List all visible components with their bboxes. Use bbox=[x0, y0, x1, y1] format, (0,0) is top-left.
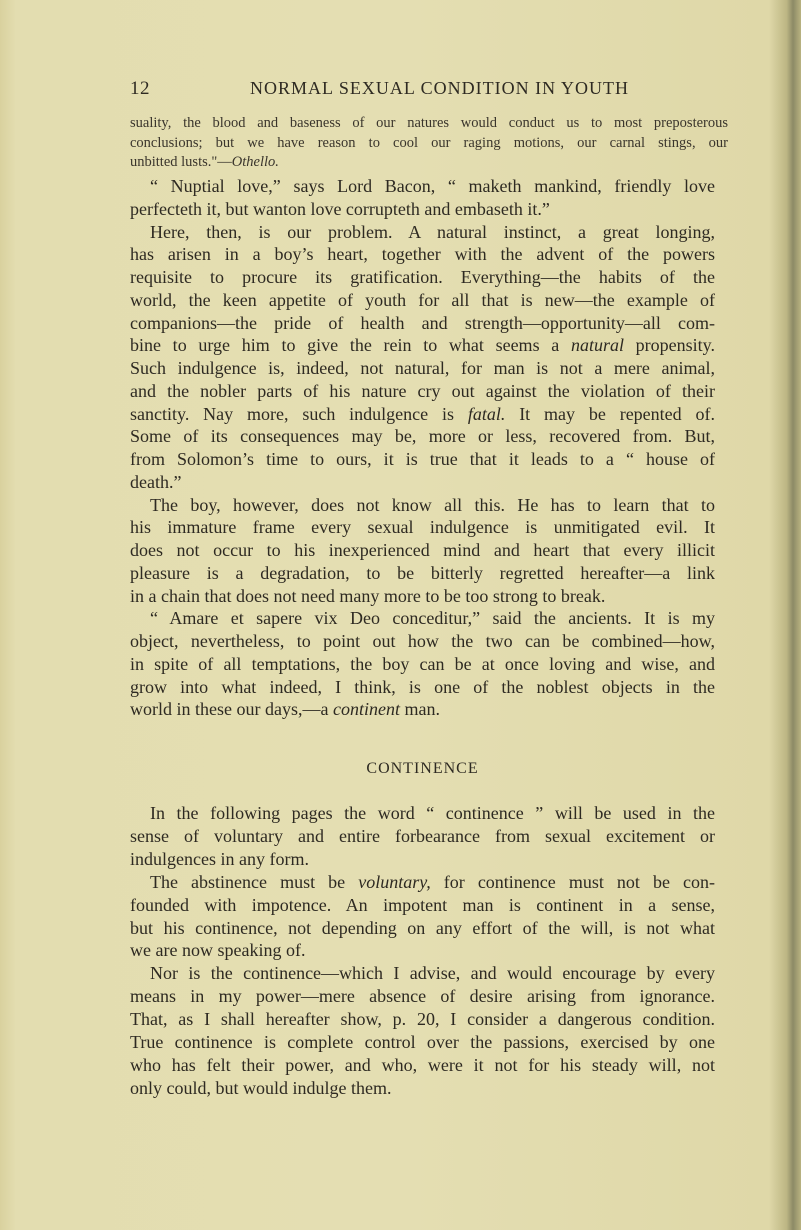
text-line bbox=[130, 871, 715, 894]
text-line bbox=[130, 494, 715, 517]
line-text: object, nevertheless, to point out how the two can be combined—how, bbox=[130, 631, 715, 651]
section-heading: CONTINENCE bbox=[366, 760, 479, 777]
line-text: and the nobler parts of his nature cry out against the violation of their bbox=[130, 380, 715, 401]
line-text: “ Amare et sapere vix Deo conceditur,” said the ancients. It is my bbox=[150, 608, 715, 629]
running-head bbox=[130, 78, 715, 102]
text-line bbox=[130, 698, 715, 721]
line-text: world, the keen appetite of youth for all that is new—the example of bbox=[130, 289, 715, 310]
line-text: Here, then, is our problem. A natural instinct, a great longing, bbox=[150, 221, 715, 242]
line-text: That, as I shall hereafter show, p. 20, I consider a dangerous condition. bbox=[130, 1009, 715, 1030]
line-text: companions—the pride of health and strength—opportunity—all com- bbox=[130, 312, 715, 333]
line-text: sense of voluntary and entire forbearance from sexual excitement or bbox=[130, 825, 715, 846]
line-text: who has felt their power, and who, were it not for his steady will, not bbox=[130, 1054, 715, 1075]
text-line bbox=[130, 198, 715, 221]
italic-text: natural bbox=[570, 335, 624, 356]
line-text: suality, the blood and baseness of our natures would conduct us to most preposterous bbox=[130, 115, 728, 131]
text-line bbox=[130, 539, 715, 562]
text-line bbox=[130, 917, 715, 940]
text-line bbox=[130, 221, 715, 244]
text-line bbox=[130, 243, 715, 266]
italic-text: voluntary, bbox=[358, 871, 431, 892]
line-text: propensity. bbox=[623, 335, 715, 356]
line-text: requisite to procure its gratification. Everything—the habits of the bbox=[130, 267, 715, 287]
line-text: Some of its consequences may be, more or less, recovered from. But, bbox=[130, 426, 715, 447]
line-text: for continence must not be con- bbox=[430, 871, 715, 892]
text-line bbox=[130, 289, 715, 312]
line-text: True continence is complete control over the passions, exercised by one bbox=[130, 1032, 715, 1052]
text-line bbox=[130, 175, 715, 198]
text-line bbox=[130, 425, 715, 448]
text-line bbox=[130, 1031, 715, 1054]
line-text: unbitted lusts."— bbox=[130, 154, 232, 170]
line-text: only could, but would indulge them. bbox=[130, 1077, 392, 1098]
line-text: perfecteth it, but wanton love corrupteth and embaseth it.” bbox=[130, 198, 550, 219]
text-line bbox=[130, 380, 715, 403]
text-line bbox=[130, 653, 715, 676]
text-line bbox=[130, 985, 715, 1008]
italic-text: Othello. bbox=[231, 154, 279, 170]
text-line bbox=[130, 962, 715, 985]
line-text: “ Nuptial love,” says Lord Bacon, “ maketh mankind, friendly love bbox=[150, 176, 715, 196]
line-text: world in these our days,—a bbox=[130, 699, 333, 720]
line-text: in a chain that does not need many more to be too strong to break. bbox=[130, 585, 606, 606]
text-line bbox=[130, 114, 728, 134]
running-title: NORMAL SEXUAL CONDITION IN YOUTH bbox=[250, 78, 629, 98]
line-text: It may be repented of. bbox=[505, 403, 715, 424]
text-line bbox=[130, 562, 715, 585]
line-text: does not occur to his inexperienced mind and heart that every illicit bbox=[130, 540, 715, 560]
text-line bbox=[130, 630, 715, 653]
line-text: we are now speaking of. bbox=[130, 940, 306, 961]
line-text: conclusions; but we have reason to cool our raging motions, our carnal stings, our bbox=[130, 134, 728, 151]
line-text: but his continence, not depending on any effort of the will, is not what bbox=[130, 917, 715, 938]
line-text: has arisen in a boy’s heart, together with the advent of the powers bbox=[130, 244, 715, 265]
text-line bbox=[130, 357, 715, 380]
text-line bbox=[130, 825, 715, 848]
text-line bbox=[130, 939, 715, 962]
text-line bbox=[130, 585, 715, 608]
line-text: grow into what indeed, I think, is one of the noblest objects in the bbox=[130, 676, 715, 697]
line-text: in spite of all temptations, the boy can be at once loving and wise, and bbox=[130, 653, 715, 674]
text-line bbox=[130, 848, 715, 871]
text-line bbox=[130, 1008, 715, 1031]
line-text: founded with impotence. An impotent man is continent in a sense, bbox=[130, 894, 715, 915]
text-line bbox=[130, 471, 715, 494]
text-line bbox=[130, 334, 715, 357]
text-line bbox=[130, 802, 715, 825]
line-text: indulgences in any form. bbox=[130, 848, 309, 869]
text-line bbox=[130, 403, 715, 426]
text-line bbox=[130, 607, 715, 630]
line-text: man. bbox=[399, 699, 440, 720]
text-line bbox=[130, 266, 715, 289]
line-text: bine to urge him to give the rein to what seems a bbox=[130, 335, 571, 356]
italic-text: continent bbox=[332, 699, 400, 720]
line-text: In the following pages the word “ continence ” will be used in the bbox=[150, 803, 715, 823]
text-line bbox=[130, 312, 715, 335]
text-line bbox=[130, 134, 728, 154]
text-line bbox=[130, 153, 728, 173]
text-line bbox=[130, 1054, 715, 1077]
line-text: death.” bbox=[130, 471, 182, 492]
epigraph-quote bbox=[130, 114, 728, 173]
line-text: his immature frame every sexual indulgence is unmitigated evil. It bbox=[130, 517, 715, 538]
text-line bbox=[130, 676, 715, 699]
line-text: The abstinence must be bbox=[150, 871, 359, 892]
page-number: 12 bbox=[130, 78, 150, 99]
text-line bbox=[130, 894, 715, 917]
text-line bbox=[130, 516, 715, 539]
italic-text: fatal. bbox=[467, 403, 506, 424]
line-text: means in my power—mere absence of desire arising from ignorance. bbox=[130, 986, 715, 1007]
line-text: The boy, however, does not know all this. He has to learn that to bbox=[150, 494, 715, 515]
text-line bbox=[130, 1077, 715, 1100]
line-text: sanctity. Nay more, such indulgence is bbox=[130, 403, 468, 424]
text-line bbox=[130, 448, 715, 471]
line-text: pleasure is a degradation, to be bitterly regretted hereafter—a link bbox=[130, 562, 715, 583]
line-text: Nor is the continence—which I advise, and would encourage by every bbox=[150, 963, 715, 984]
line-text: from Solomon’s time to ours, it is true that it leads to a “ house of bbox=[130, 449, 715, 469]
line-text: Such indulgence is, indeed, not natural, for man is not a mere animal, bbox=[130, 358, 715, 378]
